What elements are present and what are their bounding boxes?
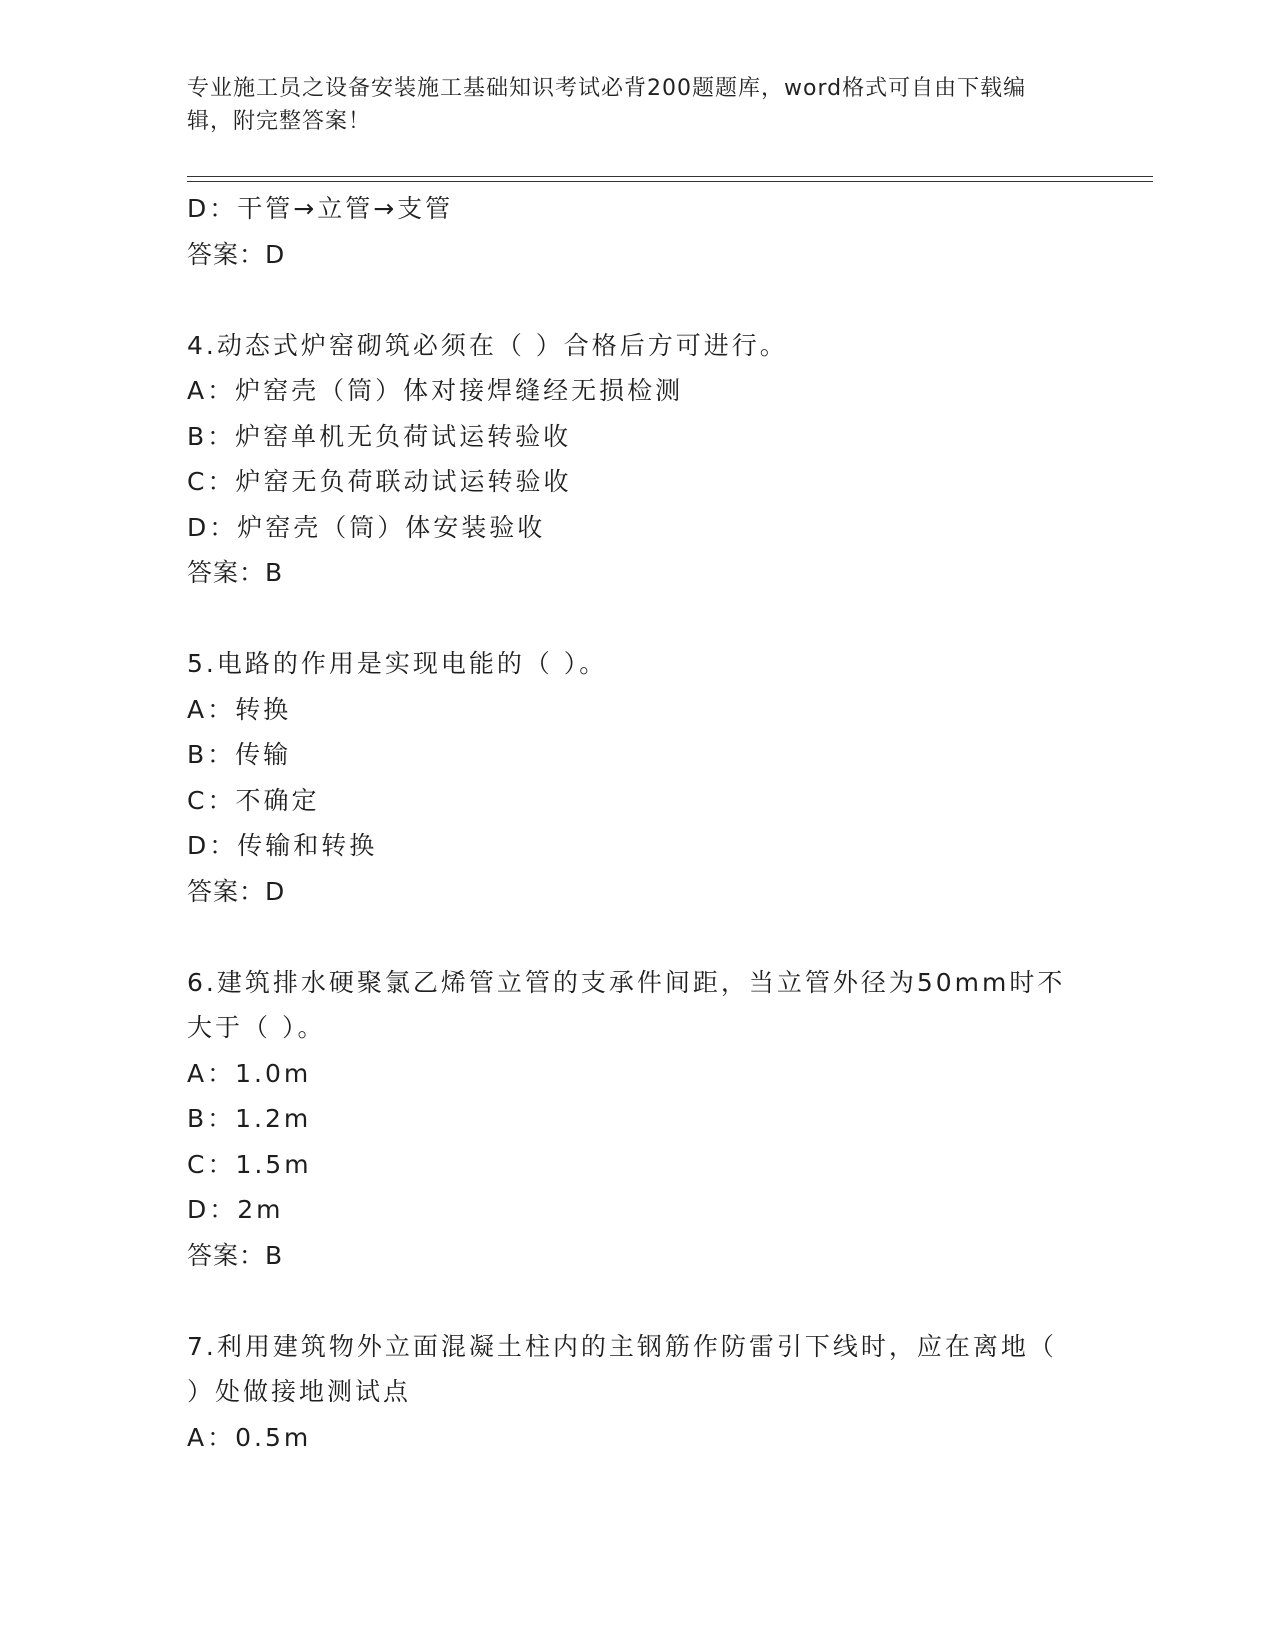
header-divider-top — [187, 176, 1153, 177]
q6-answer: 答案：B — [187, 1240, 284, 1270]
spacer — [187, 596, 1087, 642]
spacer — [187, 1278, 1087, 1324]
q5-option-c: C：不确定 — [187, 785, 320, 815]
q6-option-a: A：1.0m — [187, 1058, 312, 1088]
q4-stem: 4.动态式炉窑砌筑必须在（ ）合格后方可进行。 — [187, 330, 788, 360]
q6-option-d: D：2m — [187, 1195, 284, 1224]
q3-answer: 答案：D — [187, 239, 286, 269]
q6-stem: 6.建筑排水硬聚氯乙烯管立管的支承件间距，当立管外径为50mm时不大于（ ）。 — [187, 967, 1066, 1042]
q4-option-a: A：炉窑壳（筒）体对接焊缝经无损检测 — [187, 376, 684, 405]
q7-stem: 7.利用建筑物外立面混凝土柱内的主钢筋作防雷引下线时，应在离地（ ）处做接地测试点 — [187, 1331, 1057, 1406]
q3-option-d: D：干管→立管→支管 — [187, 194, 454, 223]
q6-option-b: B：1.2m — [187, 1104, 312, 1133]
spacer — [187, 914, 1087, 960]
q7-option-a: A：0.5m — [187, 1422, 312, 1452]
q5-option-a: A：转换 — [187, 694, 292, 724]
q5-answer: 答案：D — [187, 876, 286, 906]
q6-option-c: C：1.5m — [187, 1149, 312, 1179]
page-header: 专业施工员之设备安装施工基础知识考试必背200题题库，word格式可自由下载编辑，附完整答案！ — [187, 76, 1027, 134]
question-list — [187, 186, 1087, 1460]
spacer — [187, 277, 1087, 323]
q4-option-d: D：炉窑壳（筒）体安装验收 — [187, 512, 546, 542]
header-divider-bottom — [187, 181, 1153, 182]
q4-option-b: B：炉窑单机无负荷试运转验收 — [187, 421, 572, 451]
q5-stem: 5.电路的作用是实现电能的（ ）。 — [187, 649, 608, 678]
q5-option-b: B：传输 — [187, 740, 292, 769]
q4-option-c: C：炉窑无负荷联动试运转验收 — [187, 467, 572, 496]
q4-answer: 答案：B — [187, 558, 284, 587]
q5-option-d: D：传输和转换 — [187, 831, 378, 860]
